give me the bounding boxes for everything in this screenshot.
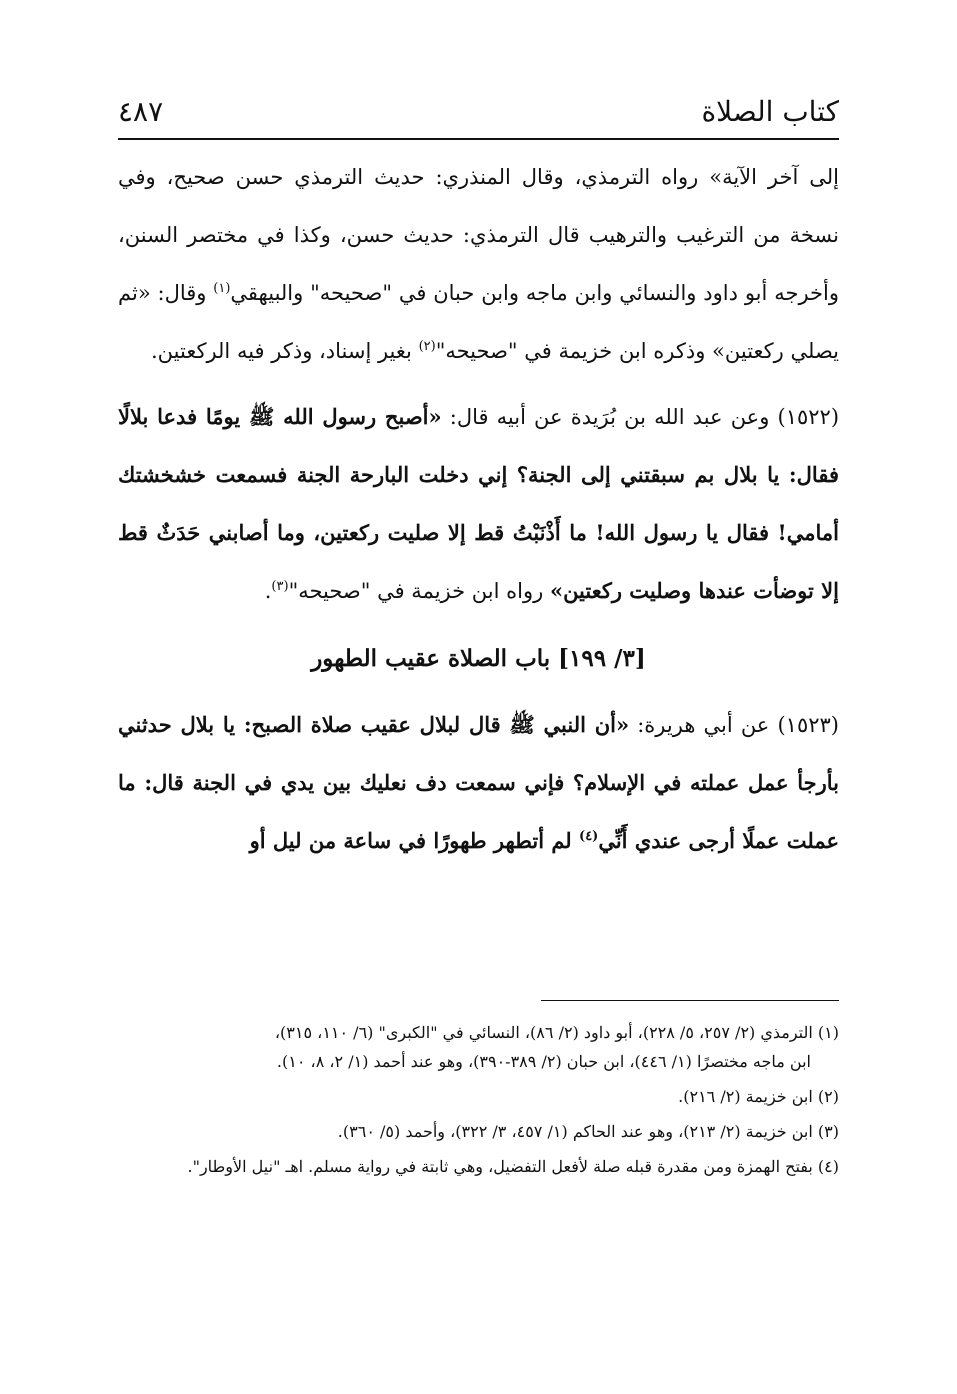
footnotes <box>118 1018 839 1187</box>
footnote-separator <box>541 1000 839 1001</box>
footnote-2 <box>118 1082 839 1111</box>
text-run: رواه ابن خزيمة في "صحيحه" <box>288 579 550 603</box>
text-run: إلى آخر الآية» رواه الترمذي، وقال المنذري: حديث الترمذي حسن صحيح، وفي نسخة من الترغيب والترهيب قال الترمذي: حديث حسن، وكذا في مختصر السنن، وأخرجه أبو داود والنسائي وابن ماجه وابن حبان في "صحيحه" والبيهقي <box>118 165 839 305</box>
page-header <box>118 84 839 140</box>
hadith-1523 <box>118 696 839 870</box>
footnote-text: (٤) بفتح الهمزة ومن مقدرة قبله صلة لأفعل التفضيل، وهي ثابتة في رواية مسلم. اهـ "نيل الأوطار". <box>187 1157 839 1176</box>
footnote-3 <box>118 1117 839 1146</box>
footnote-ref-2: (٢) <box>418 339 436 354</box>
page-number: ٤٨٧ <box>118 94 164 128</box>
footnote-text: ابن ماجه مختصرًا (١/ ٤٤٦)، ابن حبان (٢/ ٣٨٩-٣٩٠)، وهو عند أحمد (١/ ٢، ٨، ١٠). <box>276 1052 811 1071</box>
main-text <box>118 148 839 870</box>
footnote-ref-4: (٤) <box>579 829 599 844</box>
hadith-quote: «أصبح رسول الله ﷺ يومًا فدعا بلالًا فقال: يا بلال بم سبقتني إلى الجنة؟ إني دخلت البارحة الجنة فسمعت خشخشتك أمامي! فقال يا رسول الله! ما أَذْنَبْتُ قط إلا صليت ركعتين، وما أصابني حَدَثٌ قط إلا توضأت عندها وصليت ركعتين» <box>118 404 839 603</box>
book-title: كتاب الصلاة <box>701 94 839 128</box>
footnote-1-continued <box>118 1047 811 1076</box>
text-run: عن أبي هريرة: <box>629 713 778 737</box>
footnote-text: (٣) ابن خزيمة (٢/ ٢١٣)، وهو عند الحاكم (١/ ٤٥٧، ٣/ ٣٢٢)، وأحمد (٥/ ٣٦٠). <box>337 1122 839 1141</box>
hadith-quote: «أن النبي ﷺ قال لبلال عقيب صلاة الصبح: يا بلال حدثني بأرجأ عمل عملته في الإسلام؟ فإني سمعت دف نعليك بين يدي في الجنة قال: ما عملت عملًا أرجى عندي أَنِّي <box>118 712 839 853</box>
text-run: وعن عبد الله بن بُرَيدة عن أبيه قال: <box>441 405 778 429</box>
text-run: وقال: «ثم يصلي ركعتين» وذكره ابن خزيمة في "صحيحه" <box>118 281 839 363</box>
footnote-ref-3: (٣) <box>271 579 289 594</box>
paragraph-continuation <box>118 148 839 380</box>
footnote-ref-1: (١) <box>213 281 231 296</box>
footnote-text: (١) الترمذي (٢/ ٢٥٧، ٥/ ٢٢٨)، أبو داود (٢/ ٨٦)، النسائي في "الكبرى" (٦/ ١١٠، ٣١٥)، <box>274 1023 839 1042</box>
footnote-text: (٢) ابن خزيمة (٢/ ٢١٦). <box>678 1087 839 1106</box>
hadith-number: (١٥٢٢) <box>777 405 840 429</box>
footnote-1 <box>118 1018 839 1047</box>
hadith-number: (١٥٢٣) <box>777 713 839 737</box>
text-run: . <box>264 579 272 603</box>
footnote-4 <box>118 1152 839 1181</box>
text-run: بغير إسناد، وذكر فيه الركعتين. <box>150 339 419 363</box>
hadith-quote-continued: لم أتطهر طهورًا في ساعة من ليل أو <box>249 828 580 853</box>
section-heading: [٣/ ١٩٩] باب الصلاة عقيب الطهور <box>311 645 646 672</box>
hadith-1522 <box>118 388 839 620</box>
